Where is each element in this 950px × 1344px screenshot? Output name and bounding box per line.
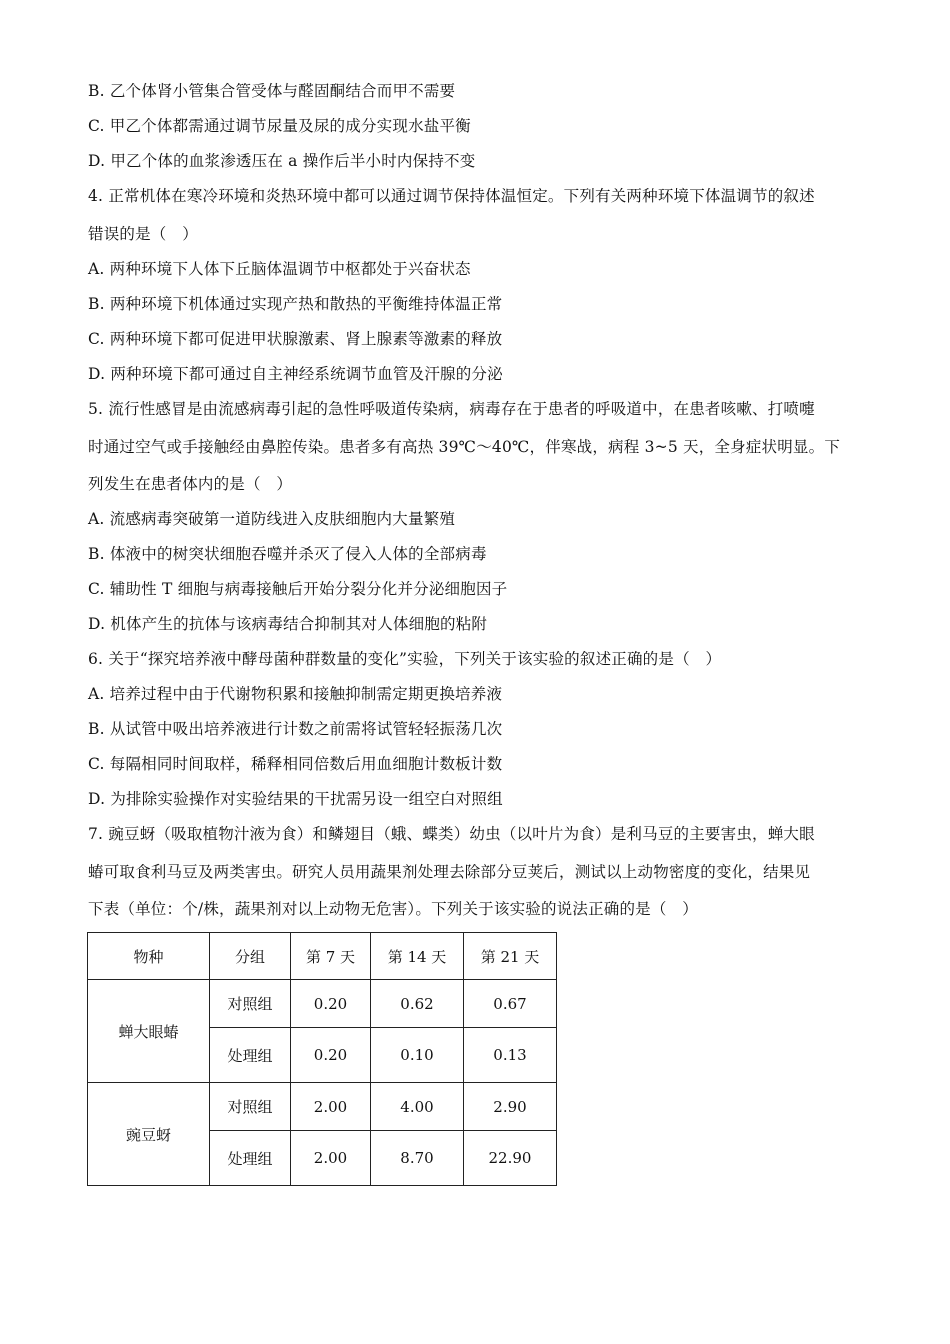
option-4d: D. 两种环境下都可通过自主神经系统调节血管及汗腺的分泌	[88, 365, 503, 383]
option-3c: C. 甲乙个体都需通过调节尿量及尿的成分实现水盐平衡	[88, 117, 471, 135]
table-header-row	[88, 933, 557, 980]
density-table	[87, 932, 557, 1186]
option-3d: D. 甲乙个体的血浆渗透压在 a 操作后半小时内保持不变	[88, 152, 476, 170]
value-cell: 22.90	[464, 1131, 557, 1186]
header-day7: 第 7 天	[291, 933, 371, 980]
question-5-stem-line2: 时通过空气或手接触经由鼻腔传染。患者多有高热 39℃～40℃，伴寒战，病程 3~5 天，全身症状明显。下	[88, 438, 841, 456]
value-cell: 4.00	[371, 1083, 464, 1131]
group-cell: 对照组	[210, 980, 291, 1028]
question-5-stem-line1: 5. 流行性感冒是由流感病毒引起的急性呼吸道传染病，病毒存在于患者的呼吸道中，在患者咳嗽、打喷嚏	[88, 400, 815, 418]
option-5d: D. 机体产生的抗体与该病毒结合抑制其对人体细胞的粘附	[88, 615, 488, 633]
group-cell: 对照组	[210, 1083, 291, 1131]
header-species: 物种	[88, 933, 210, 980]
table-row	[88, 1083, 557, 1131]
value-cell: 2.00	[291, 1131, 371, 1186]
value-cell: 0.67	[464, 980, 557, 1028]
option-5a: A. 流感病毒突破第一道防线进入皮肤细胞内大量繁殖	[88, 510, 456, 528]
question-6-stem: 6. 关于“探究培养液中酵母菌种群数量的变化”实验，下列关于该实验的叙述正确的是（ ）	[88, 650, 722, 668]
option-4b: B. 两种环境下机体通过实现产热和散热的平衡维持体温正常	[88, 295, 503, 313]
group-cell: 处理组	[210, 1131, 291, 1186]
question-7-stem-line2: 蝽可取食利马豆及两类害虫。研究人员用蔬果剂处理去除部分豆荚后，测试以上动物密度的变化，结果见	[88, 863, 811, 881]
species-cell: 蝉大眼蝽	[88, 980, 210, 1083]
question-7-stem-line3: 下表（单位：个/株，蔬果剂对以上动物无危害）。下列关于该实验的说法正确的是（ ）	[88, 900, 698, 918]
header-day21: 第 21 天	[464, 933, 557, 980]
question-4-stem-line1: 4. 正常机体在寒冷环境和炎热环境中都可以通过调节保持体温恒定。下列有关两种环境下体温调节的叙述	[88, 187, 815, 205]
value-cell: 8.70	[371, 1131, 464, 1186]
group-cell: 处理组	[210, 1028, 291, 1083]
species-cell: 豌豆蚜	[88, 1083, 210, 1186]
option-6d: D. 为排除实验操作对实验结果的干扰需另设一组空白对照组	[88, 790, 503, 808]
option-6c: C. 每隔相同时间取样，稀释相同倍数后用血细胞计数板计数	[88, 755, 503, 773]
value-cell: 0.13	[464, 1028, 557, 1083]
option-4a: A. 两种环境下人体下丘脑体温调节中枢都处于兴奋状态	[88, 260, 471, 278]
value-cell: 0.20	[291, 980, 371, 1028]
value-cell: 0.10	[371, 1028, 464, 1083]
table-row	[88, 980, 557, 1028]
option-3b: B. 乙个体肾小管集合管受体与醛固酮结合而甲不需要	[88, 82, 456, 100]
option-6a: A. 培养过程中由于代谢物积累和接触抑制需定期更换培养液	[88, 685, 503, 703]
option-5c: C. 辅助性 T 细胞与病毒接触后开始分裂分化并分泌细胞因子	[88, 580, 508, 598]
question-4-stem-line2: 错误的是（ ）	[88, 225, 198, 243]
value-cell: 0.62	[371, 980, 464, 1028]
question-5-stem-line3: 列发生在患者体内的是（ ）	[88, 475, 293, 493]
value-cell: 2.90	[464, 1083, 557, 1131]
option-4c: C. 两种环境下都可促进甲状腺激素、肾上腺素等激素的释放	[88, 330, 503, 348]
value-cell: 2.00	[291, 1083, 371, 1131]
header-day14: 第 14 天	[371, 933, 464, 980]
option-5b: B. 体液中的树突状细胞吞噬并杀灭了侵入人体的全部病毒	[88, 545, 487, 563]
option-6b: B. 从试管中吸出培养液进行计数之前需将试管轻轻振荡几次	[88, 720, 503, 738]
header-group: 分组	[210, 933, 291, 980]
value-cell: 0.20	[291, 1028, 371, 1083]
question-7-stem-line1: 7. 豌豆蚜（吸取植物汁液为食）和鳞翅目（蛾、蝶类）幼虫（以叶片为食）是利马豆的主要害虫，蝉大眼	[88, 825, 815, 843]
